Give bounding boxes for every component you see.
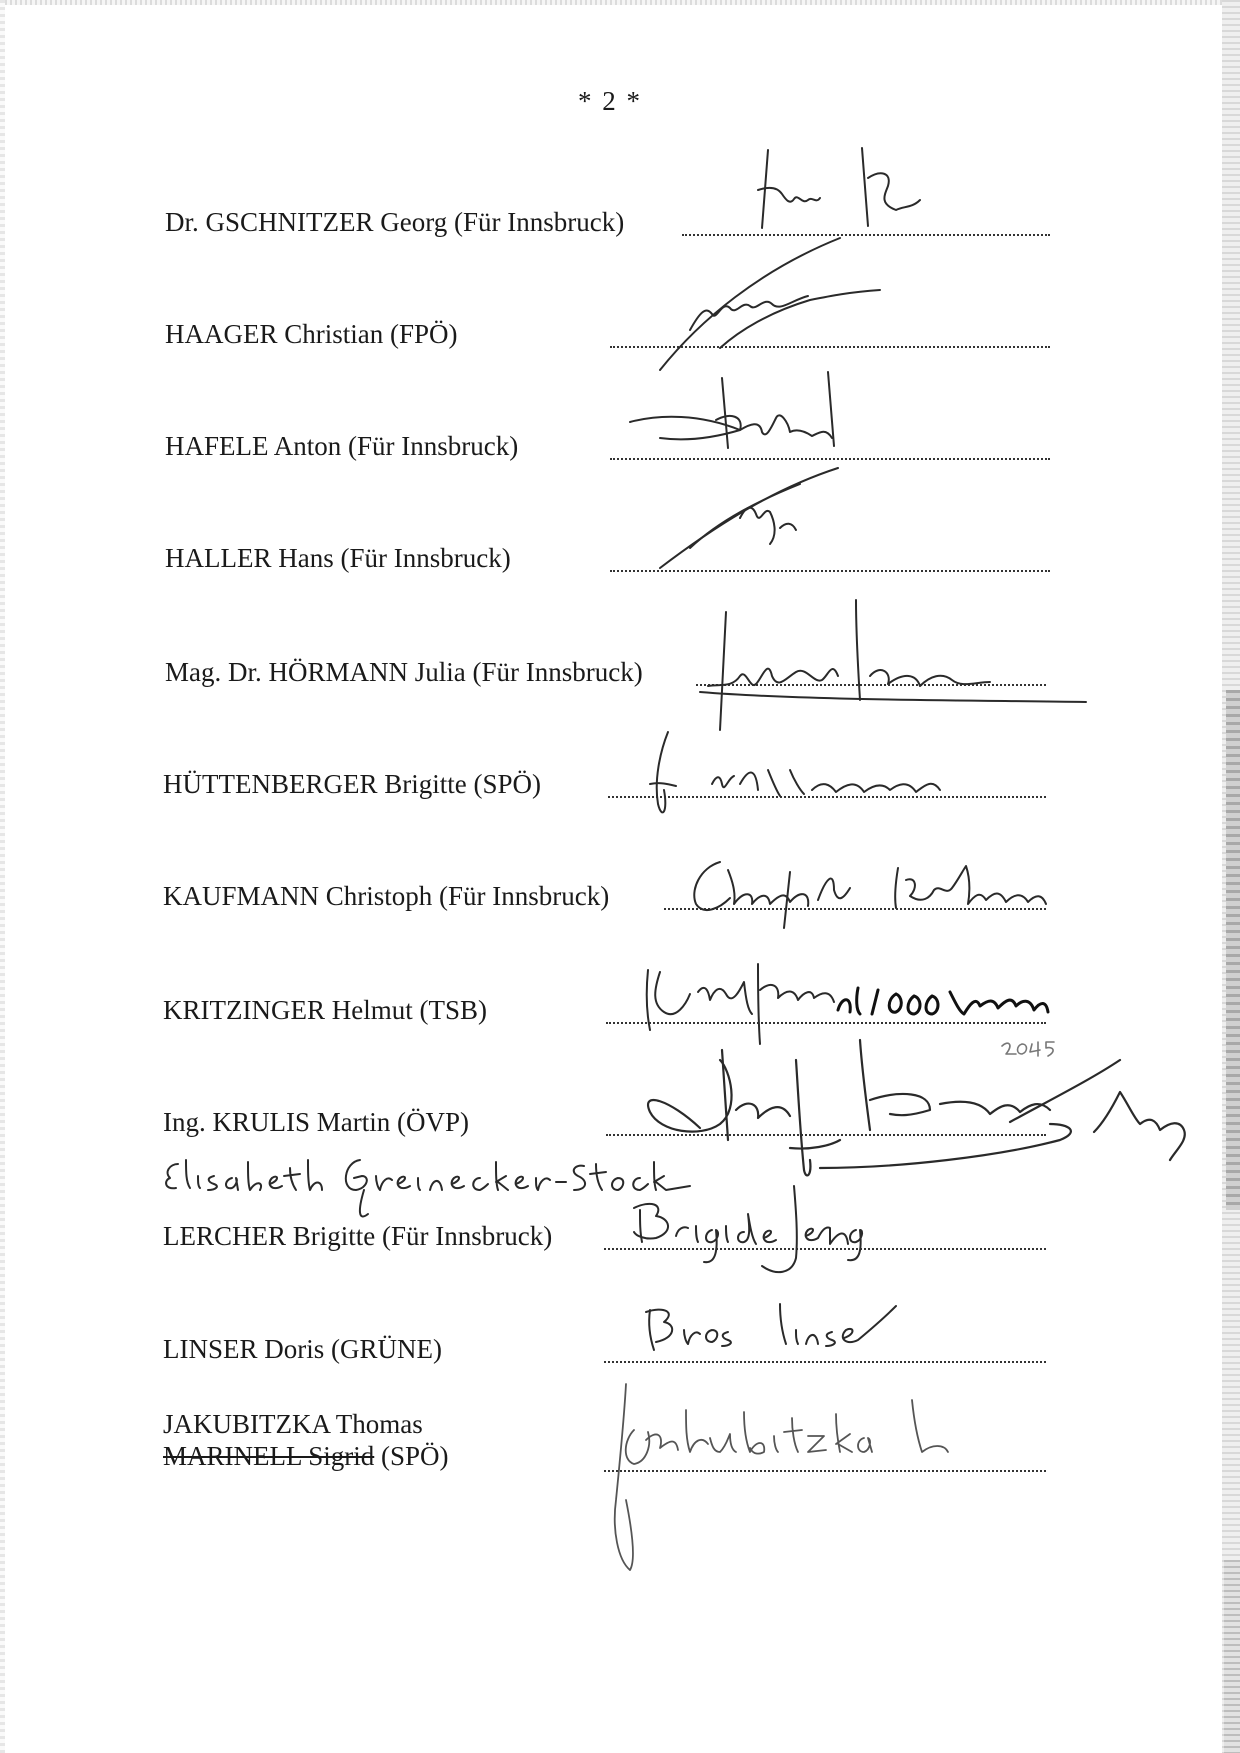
- signature-row: [0, 430, 1240, 510]
- signatory-name: HAAGER Christian (FPÖ): [165, 319, 458, 349]
- signature-line: [606, 1022, 1046, 1024]
- signature-line: [606, 1134, 1046, 1136]
- signature-row: [0, 768, 1240, 848]
- signature-line: [696, 684, 1046, 686]
- signature-line: [608, 796, 1046, 798]
- signatory-name: LINSER Doris (GRÜNE): [163, 1334, 442, 1364]
- signatory-name: LERCHER Brigitte (Für Innsbruck): [163, 1221, 553, 1251]
- signature-row: [0, 1106, 1240, 1186]
- signature-row: [0, 206, 1240, 286]
- signatory-name-line1: JAKUBITZKA Thomas: [163, 1409, 423, 1439]
- signatory-name: KAUFMANN Christoph (Für Innsbruck): [163, 881, 610, 911]
- signatory-name: HÜTTENBERGER Brigitte (SPÖ): [163, 769, 541, 799]
- signature-line: [604, 1361, 1046, 1363]
- signatory-name: HALLER Hans (Für Innsbruck): [165, 543, 511, 573]
- signatory-name: KRITZINGER Helmut (TSB): [163, 995, 487, 1025]
- signatory-name: [163, 1408, 449, 1472]
- signature-row: [0, 1220, 1240, 1300]
- signature-line: [664, 908, 1046, 910]
- signature-row: [0, 880, 1240, 960]
- signature-row: [0, 994, 1240, 1074]
- page-number: * 2 *: [578, 86, 642, 116]
- signature-line: [610, 458, 1050, 460]
- signatory-name: Ing. KRULIS Martin (ÖVP): [163, 1107, 469, 1137]
- scan-shading: [1224, 1560, 1240, 1753]
- signature-row: [0, 1333, 1240, 1413]
- signature-line: [682, 234, 1050, 236]
- signature-line: [610, 346, 1050, 348]
- party-label: (SPÖ): [381, 1441, 449, 1471]
- signatory-name: Dr. GSCHNITZER Georg (Für Innsbruck): [165, 207, 625, 237]
- signature-row: [0, 656, 1240, 736]
- signature-row: [0, 318, 1240, 398]
- scan-edge-top: [0, 0, 1240, 5]
- struck-name: MARINELL Sigrid: [163, 1441, 375, 1471]
- signature-row: [0, 542, 1240, 622]
- signature-row: [0, 1408, 1240, 1508]
- signature-line: [604, 1470, 1046, 1472]
- signature-line: [610, 570, 1050, 572]
- signatory-name: Mag. Dr. HÖRMANN Julia (Für Innsbruck): [165, 657, 643, 687]
- signature-line: [604, 1248, 1046, 1250]
- signatory-name: HAFELE Anton (Für Innsbruck): [165, 431, 519, 461]
